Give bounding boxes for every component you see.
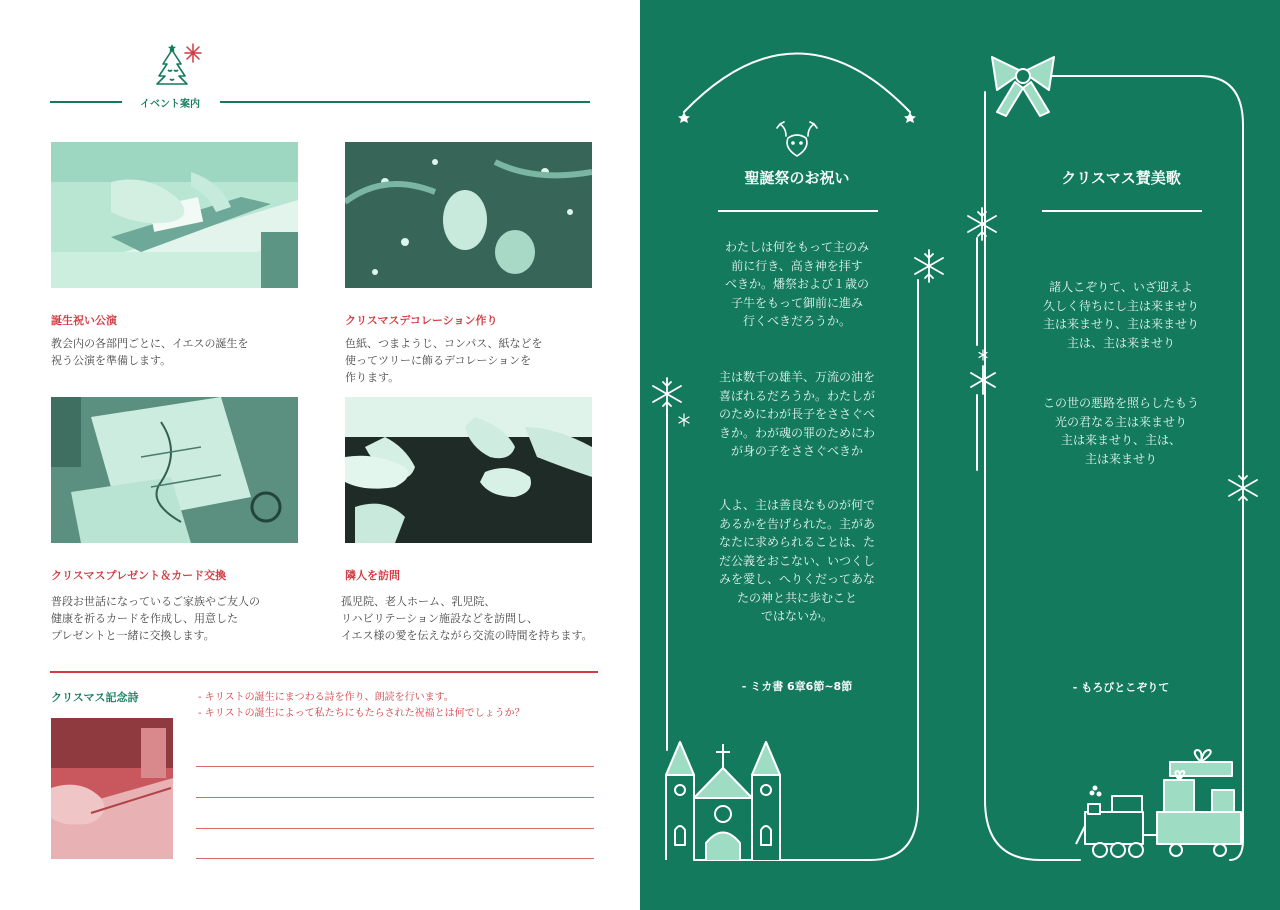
panel1-citation: - ミカ書 6章6節~8節 <box>741 680 853 693</box>
page-title: イベント案内 <box>140 99 200 110</box>
event-title-1: 誕生祝い公演 <box>51 314 117 327</box>
panel1-paragraph-2: 主は数千の雄羊、万流の油を 喜ばれるだろうか。わたしが のためにわが長子をささぐべ きか。わが魂の罪のためにわ が身の子をささぐべきか <box>718 370 875 458</box>
panel1-rule <box>718 210 878 212</box>
writing-line-3 <box>196 828 594 829</box>
writing-line-4 <box>196 858 594 859</box>
poem-bullet-2: - キリストの誕生によって私たちにもたらされた祝福とは何でしょうか？ <box>198 708 525 719</box>
panel2-citation: - もろびとこぞりて <box>1072 681 1170 694</box>
poem-title: クリスマス記念詩 <box>51 691 139 704</box>
writing-photo <box>51 718 173 859</box>
writing-line-2 <box>196 797 594 798</box>
header-rule-left <box>50 101 122 103</box>
writing-line-1 <box>196 766 594 767</box>
church-icon <box>666 742 780 860</box>
christmas-tree-icon <box>150 40 208 88</box>
presents-photo <box>51 397 298 543</box>
reindeer-icon <box>777 122 817 156</box>
decoration-photo <box>345 142 592 288</box>
panel2-rule <box>1042 210 1202 212</box>
panel1-paragraph-1: わたしは何をもって主のみ 前に行き、高き神を拝す べきか。燔祭および１歳の 子牛をもって御前に進み 行くべきだろうか。 <box>724 240 869 328</box>
event-body-2: 色紙、つまようじ、コンパス、紙などを 使ってツリーに飾るデコレーションを 作ります。 <box>345 337 543 384</box>
piano-photo <box>51 142 298 288</box>
train-icon <box>1076 750 1241 857</box>
hands-photo <box>345 397 592 543</box>
poem-bullet-1: - キリストの誕生にまつわる詩を作り、朗読を行います。 <box>198 692 454 703</box>
event-body-1: 教会内の各部門ごとに、イエスの誕生を 祝う公演を準備します。 <box>51 337 249 367</box>
panel2-title: クリスマス賛美歌 <box>1061 169 1181 187</box>
bow-icon <box>992 57 1054 116</box>
panel1-paragraph-3: 人よ、主は善良なものが何で あるかを告げられた。主があ なたに求められることは、た だ公義をおこない、いつくし みを愛し、へりくだってあな たの神と共に歩むこと ではないか。 <box>718 498 875 623</box>
right-page <box>640 0 1280 910</box>
panel2-paragraph-1: 諸人こぞりて、いざ迎えよ 久しく待ちにし主は来ませり 主は来ませり、主は来ませり 主は、主は来ませり <box>1042 280 1199 350</box>
event-title-2: クリスマスデコレーション作り <box>345 314 498 327</box>
event-body-4: 孤児院、老人ホーム、乳児院、 リハビリテーション施設などを訪問し、 イエス様の愛を伝えながら交流の時間を持ちます。 <box>341 595 593 642</box>
header-rule-right <box>220 101 590 103</box>
panel2-paragraph-2: この世の悪路を照らしたもう 光の君なる主は来ませり 主は来ませり、主は、 主は来ませり <box>1042 396 1199 466</box>
event-body-3: 普段お世話になっているご家族やご友人の 健康を祈るカードを作成し、用意した プレゼントと一緒に交換します。 <box>51 595 260 642</box>
event-title-4: 隣人を訪問 <box>345 569 400 582</box>
panel1-title: 聖誕祭のお祝い <box>744 169 850 187</box>
poem-divider <box>50 671 598 673</box>
event-title-3: クリスマスプレゼント＆カード交換 <box>51 569 227 582</box>
